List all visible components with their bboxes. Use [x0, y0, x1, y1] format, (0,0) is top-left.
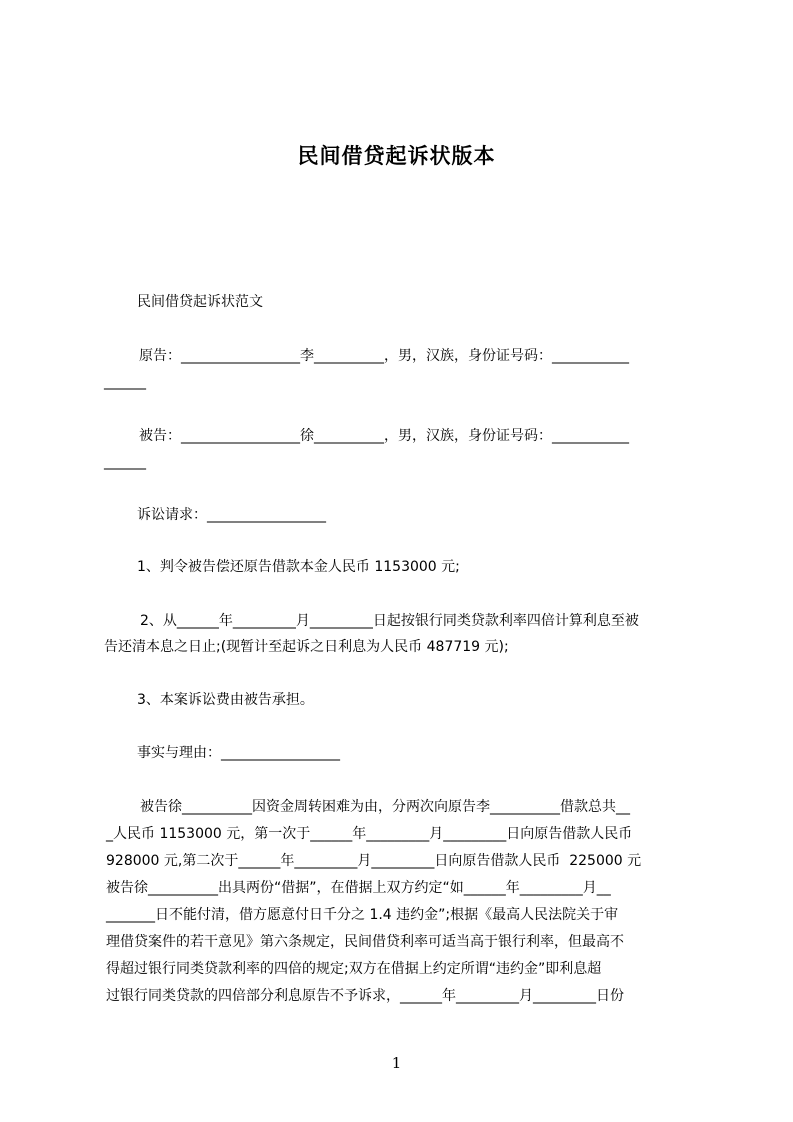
facts-line-7: 得超过银行同类贷款利率的四倍的规定;双方在借据上约定所谓“违约金”即利息超: [106, 961, 602, 977]
facts-line-4: 被告徐__________出具两份“借据”，在借据上双方约定“如______年_________月__: [106, 880, 611, 896]
claim-3: 3、本案诉讼费由被告承担。: [137, 692, 314, 708]
page-number: 1: [391, 1054, 402, 1072]
facts-line-5: _______日不能付清，借方愿意付日千分之 1.4 违约金”;根据《最高人民法院关于审: [106, 907, 619, 923]
facts-label: 事实与理由：_________________: [137, 745, 340, 761]
facts-line-1: 被告徐__________因资金周转困难为由，分两次向原告李__________借款总共__: [140, 799, 630, 815]
facts-line-2: _人民币 1153000 元，第一次于______年_________月_________日向原告借款人民币: [106, 826, 633, 842]
page-title: 民间借贷起诉状版本: [297, 144, 496, 168]
facts-line-3: 928000 元,第二次于______年_________月_________日向原告借款人民币 225000 元: [106, 853, 642, 869]
claim-1: 1、判令被告偿还原告借款本金人民币 1153000 元;: [137, 559, 460, 575]
defendant-line-1: 被告：_________________徐__________，男，汉族，身份证号码：___________: [139, 428, 629, 444]
claims-label: 诉讼请求：_________________: [137, 507, 326, 523]
claim-2-line-2: 告还清本息之日止;(现暂计至起诉之日利息为人民币 487719 元);: [104, 639, 509, 655]
claim-2-line-1: 2、从______年_________月_________日起按银行同类贷款利率四倍计算利息至被: [140, 613, 639, 629]
plaintiff-line-1: 原告：_________________李__________，男，汉族，身份证号码：___________: [139, 348, 629, 364]
document-heading: 民间借贷起诉状范文: [137, 294, 263, 310]
facts-line-6: 理借贷案件的若干意见》第六条规定，民间借贷利率可适当高于银行利率，但最高不: [106, 934, 624, 950]
facts-line-8: 过银行同类贷款的四倍部分利息原告不予诉求，______年_________月_________日份: [106, 988, 624, 1004]
plaintiff-line-2: ______: [104, 374, 146, 390]
defendant-line-2: ______: [104, 454, 146, 470]
